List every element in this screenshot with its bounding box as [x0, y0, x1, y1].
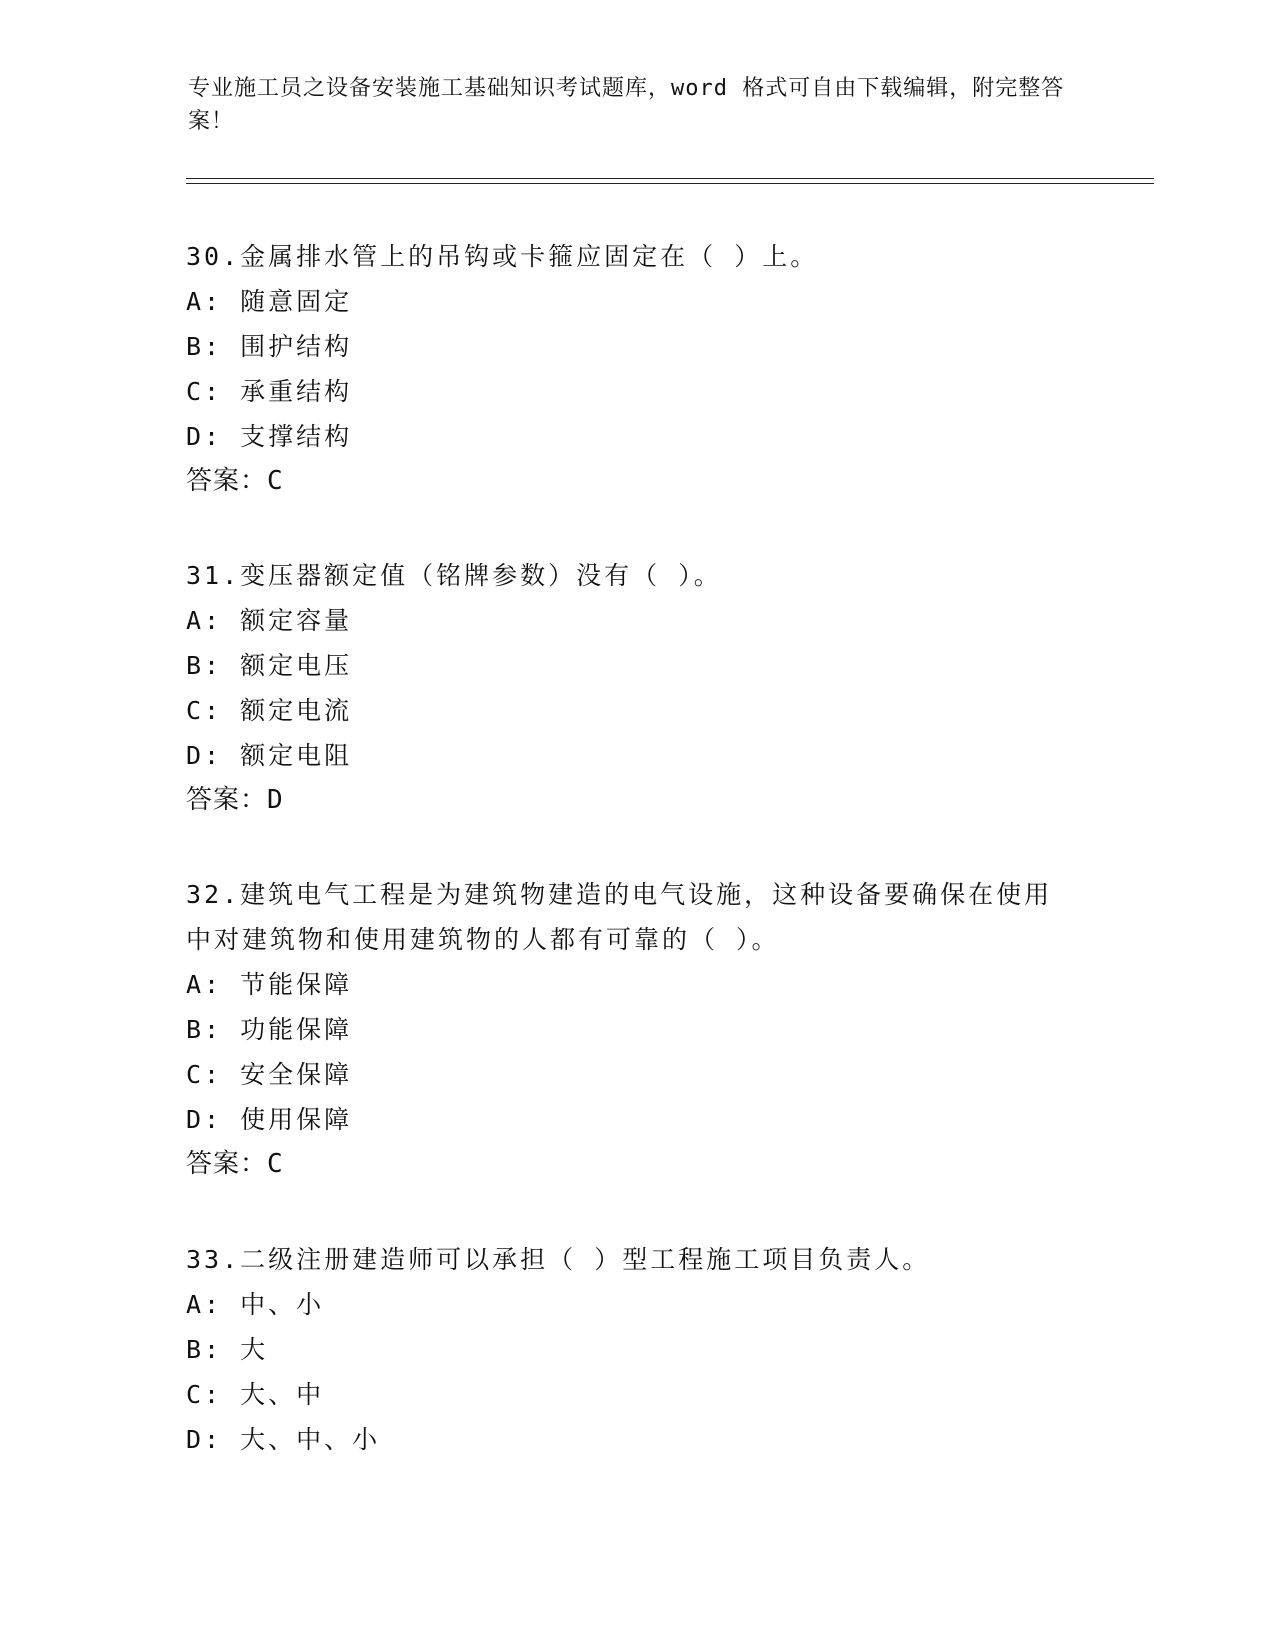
question-text: 32.建筑电气工程是为建筑物建造的电气设施，这种设备要确保在使用中对建筑物和使用建筑物的人都有可靠的（ ）。	[186, 880, 1053, 954]
option-a: A: 随意固定	[186, 287, 353, 316]
option-c: C: 大、中	[186, 1380, 325, 1409]
question-text: 30.金属排水管上的吊钩或卡箍应固定在（ ）上。	[186, 242, 819, 271]
option-d: D: 大、中、小	[186, 1425, 381, 1454]
answer-line	[186, 778, 1086, 823]
answer-label: 答案：	[186, 1149, 268, 1179]
answer-label: 答案：	[186, 785, 268, 815]
answer-value: C	[267, 466, 284, 496]
header-divider-top	[186, 178, 1154, 179]
option-b: B: 围护结构	[186, 332, 353, 361]
option-a: A: 节能保障	[186, 970, 353, 999]
option-a: A: 额定容量	[186, 606, 353, 635]
option-b: B: 大	[186, 1335, 269, 1364]
answer-value: D	[267, 785, 284, 815]
answer-label: 答案：	[186, 466, 268, 496]
option-b: B: 功能保障	[186, 1015, 353, 1044]
document-header: 专业施工员之设备安装施工基础知识考试题库，word 格式可自由下载编辑，附完整答案！	[188, 76, 1065, 134]
option-c: C: 额定电流	[186, 696, 353, 725]
option-b: B: 额定电压	[186, 651, 353, 680]
question-33	[186, 1237, 1086, 1462]
option-c: C: 承重结构	[186, 377, 353, 406]
option-c: C: 安全保障	[186, 1060, 353, 1089]
question-31	[186, 553, 1086, 823]
option-d: D: 使用保障	[186, 1105, 353, 1134]
option-d: D: 支撑结构	[186, 422, 353, 451]
answer-line	[186, 459, 1086, 504]
answer-value: C	[267, 1149, 284, 1179]
header-divider-bottom	[186, 183, 1154, 184]
question-text: 31.变压器额定值（铭牌参数）没有（ ）。	[186, 561, 722, 590]
question-32	[186, 872, 1086, 1187]
option-d: D: 额定电阻	[186, 741, 353, 770]
question-text: 33.二级注册建造师可以承担（ ）型工程施工项目负责人。	[186, 1245, 931, 1274]
question-30	[186, 234, 1086, 504]
answer-line	[186, 1142, 1086, 1187]
option-a: A: 中、小	[186, 1290, 325, 1319]
